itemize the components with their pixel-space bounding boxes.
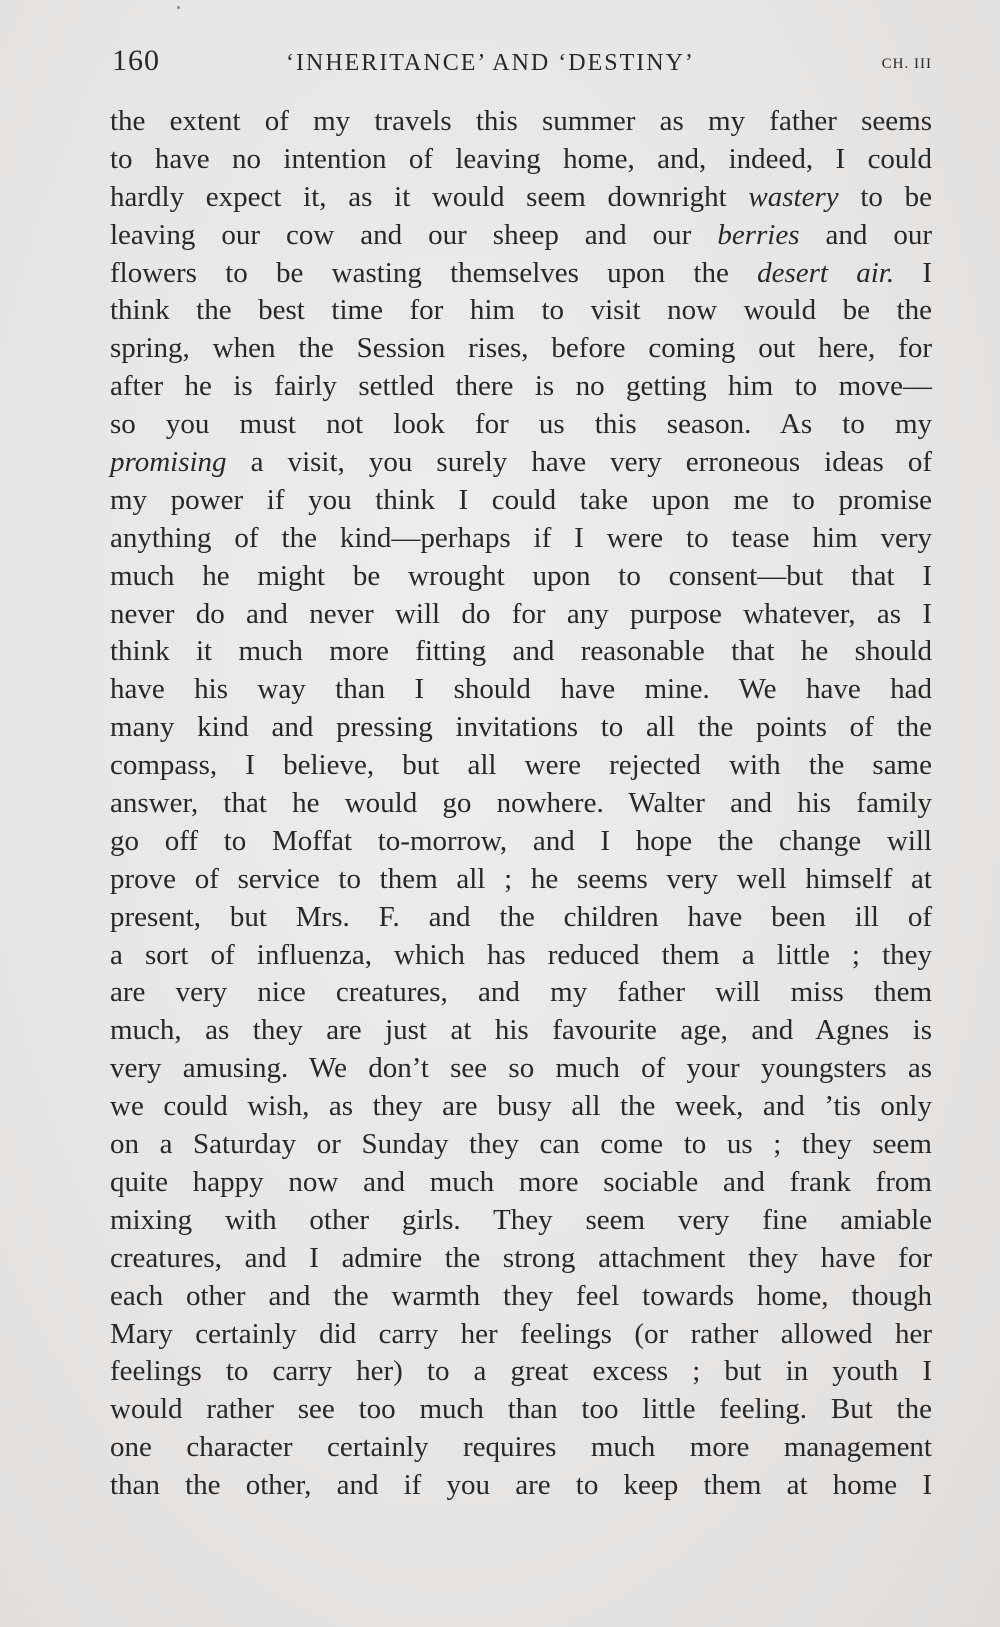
text-line (110, 1088, 932, 1126)
line-text: flowers to be wasting themselves upon the (110, 256, 758, 289)
line-text: think the best time for him to visit now would be the (110, 294, 932, 327)
line-text: creatures, and I admire the strong attachment they have for (110, 1241, 932, 1274)
text-line (110, 141, 932, 179)
line-text: than the other, and if you are to keep them at home I (110, 1469, 932, 1502)
text-line (110, 1429, 932, 1467)
text-line (110, 1316, 932, 1354)
text-line (110, 520, 932, 558)
line-text: never do and never will do for any purpose whatever, as I (110, 597, 932, 630)
line-text: anything of the kind—perhaps if I were to tease him very (110, 521, 932, 554)
line-text: Mary certainly did carry her feelings (or rather allowed her (110, 1317, 932, 1350)
chapter-marker: CH. III (881, 56, 932, 72)
italic-text: promising (110, 446, 227, 479)
line-text: mixing with other girls. They seem very fine amiable (110, 1203, 932, 1236)
text-line (110, 823, 932, 861)
text-line (110, 406, 932, 444)
line-text: a sort of influenza, which has reduced them a little ; they (110, 938, 932, 971)
text-line (110, 444, 932, 482)
text-line (110, 368, 932, 406)
line-text: have his way than I should have mine. We have had (110, 673, 932, 706)
line-text: I (894, 256, 932, 289)
text-line (110, 330, 932, 368)
page-header (112, 44, 932, 84)
italic-text: berries (717, 218, 800, 251)
line-text: leaving our cow and our sheep and our (110, 218, 718, 251)
line-text: on a Saturday or Sunday they can come to us ; they seem (110, 1128, 932, 1161)
body-text (110, 103, 932, 1505)
text-line (110, 482, 932, 520)
line-text: answer, that he would go nowhere. Walter and his family (110, 787, 932, 820)
text-line (110, 1012, 932, 1050)
italic-text: desert air. (757, 256, 895, 289)
text-line (110, 179, 932, 217)
text-line (110, 1050, 932, 1088)
text-line (110, 1391, 932, 1429)
line-text: many kind and pressing invitations to all the points of the (110, 711, 932, 744)
line-text: hardly expect it, as it would seem downright (110, 180, 749, 213)
page-number: 160 (112, 44, 160, 77)
line-text: the extent of my travels this summer as my father seems (110, 105, 932, 137)
line-text: much, as they are just at his favourite age, and Agnes is (110, 1014, 932, 1047)
text-line (110, 633, 932, 671)
line-text: think it much more fitting and reasonable that he should (110, 635, 932, 668)
line-text: to have no intention of leaving home, and, indeed, I could (110, 142, 932, 175)
line-text: my power if you think I could take upon me to promise (110, 483, 932, 516)
text-line (110, 709, 932, 747)
line-text: are very nice creatures, and my father will miss them (110, 976, 932, 1009)
text-line (110, 1164, 932, 1202)
text-line (110, 217, 932, 255)
line-text: to be (838, 180, 932, 213)
text-line (110, 558, 932, 596)
text-line (110, 1240, 932, 1278)
text-line (110, 785, 932, 823)
line-text: prove of service to them all ; he seems very well himself at (110, 862, 932, 895)
line-text: feelings to carry her) to a great excess ; but in youth I (110, 1355, 932, 1388)
text-line (110, 974, 932, 1012)
text-line (110, 596, 932, 634)
line-text: very amusing. We don’t see so much of your youngsters as (110, 1052, 932, 1085)
line-text: one character certainly requires much more management (110, 1431, 932, 1464)
line-text: after he is fairly settled there is no getting him to move— (110, 370, 932, 403)
text-line (110, 1467, 932, 1505)
text-line (110, 671, 932, 709)
line-text: each other and the warmth they feel towards home, though (110, 1279, 932, 1312)
line-text: compass, I believe, but all were rejected with the same (110, 749, 932, 782)
text-line (110, 1202, 932, 1240)
text-line (110, 747, 932, 785)
italic-text: wastery (748, 180, 839, 213)
text-line (110, 292, 932, 330)
line-text: quite happy now and much more sociable and frank from (110, 1165, 932, 1198)
text-line (110, 861, 932, 899)
line-text: go off to Moffat to-morrow, and I hope the change will (110, 824, 932, 857)
line-text: present, but Mrs. F. and the children have been ill of (110, 900, 932, 933)
text-line (110, 1126, 932, 1164)
text-line (110, 899, 932, 937)
line-text: would rather see too much than too little feeling. But the (110, 1393, 932, 1426)
line-text: so you must not look for us this season. As to my (110, 408, 932, 441)
line-text: we could wish, as they are busy all the week, and ’tis only (110, 1090, 932, 1123)
line-text: spring, when the Session rises, before coming out here, for (110, 332, 932, 365)
text-line (110, 1353, 932, 1391)
text-line (110, 1278, 932, 1316)
line-text: a visit, you surely have very erroneous ideas of (226, 446, 932, 479)
paper-speck (177, 6, 180, 9)
line-text: and our (799, 218, 933, 251)
text-line (110, 255, 932, 293)
text-line (110, 937, 932, 975)
line-text: much he might be wrought upon to consent—but that I (110, 559, 932, 592)
running-title: ‘INHERITANCE’ AND ‘DESTINY’ (286, 50, 695, 76)
text-line (110, 103, 932, 141)
